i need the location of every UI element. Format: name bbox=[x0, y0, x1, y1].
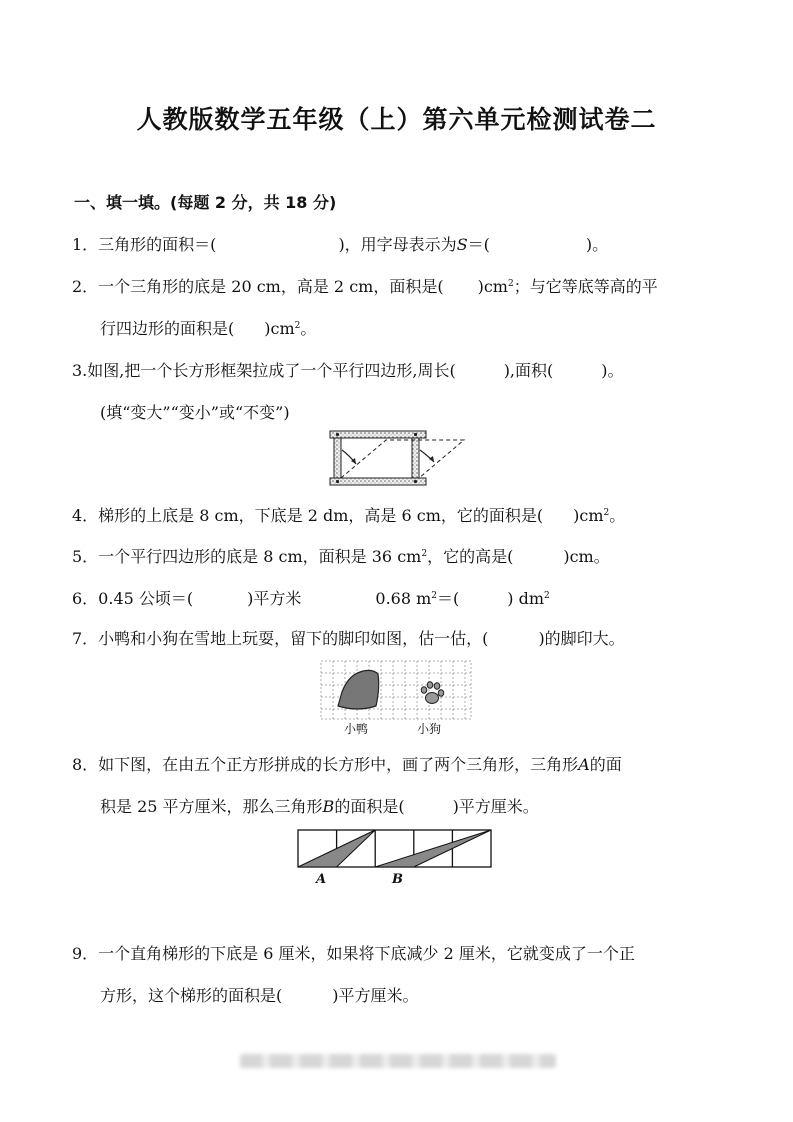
triangle-b bbox=[375, 830, 491, 867]
label-a: A bbox=[316, 872, 327, 887]
question-3-line-1: 3.如图,把一个长方形框架拉成了一个平行四边形,周长( ),面积( )。 bbox=[72, 361, 624, 380]
dog-footprint bbox=[421, 682, 444, 704]
duck-label: 小鸭 bbox=[344, 722, 369, 736]
page-title: 人教版数学五年级（上）第六单元检测试卷二 bbox=[136, 105, 657, 134]
question-2-line-1: 2．一个三角形的底是 20 cm，高是 2 cm，面积是( )$cm^2$；与它等底等高的平 bbox=[72, 277, 658, 296]
question-2-line-2: 行四边形的面积是( )$cm^2$。 bbox=[100, 319, 317, 338]
frame-right-bar bbox=[412, 438, 419, 478]
blurred-footer bbox=[240, 1054, 556, 1068]
question-5: 5．一个平行四边形的底是 8 cm，面积是 36 $cm^2$，它的高是( )cm。 bbox=[72, 547, 610, 566]
question-8-line-1: 8．如下图，在由五个正方形拼成的长方形中，画了两个三角形，三角形A的面 bbox=[72, 755, 622, 774]
frame-left-bar bbox=[334, 438, 341, 478]
question-1: 1．三角形的面积＝( )，用字母表示为S＝( )。 bbox=[72, 235, 609, 254]
section-heading: 一、填一填。(每题 2 分，共 18 分) bbox=[74, 193, 337, 212]
dog-label: 小狗 bbox=[417, 722, 442, 736]
question-4: 4．梯形的上底是 8 cm，下底是 2 dm，高是 6 cm，它的面积是( )$cm^2$。 bbox=[72, 506, 626, 525]
frame-bottom-bar bbox=[330, 478, 426, 485]
footprint-grid-figure bbox=[320, 660, 472, 738]
parallelogram-dashed bbox=[341, 440, 464, 478]
question-9-line-1: 9．一个直角梯形的下底是 6 厘米，如果将下底减少 2 厘米，它就变成了一个正 bbox=[72, 944, 635, 963]
question-9-line-2: 方形，这个梯形的面积是( )平方厘米。 bbox=[100, 986, 419, 1005]
question-3-line-2: (填“变大”“变小”或“不变”) bbox=[100, 403, 290, 422]
duck-footprint bbox=[338, 670, 379, 709]
question-7: 7．小鸭和小狗在雪地上玩耍，留下的脚印如图，估一估，( )的脚印大。 bbox=[72, 629, 625, 648]
squares-triangle-figure bbox=[296, 828, 496, 888]
question-6: 6．0.45 公顷＝( )平方米 0.68 $m^2=$( ) $dm^2$ bbox=[72, 589, 550, 608]
label-b: B bbox=[392, 872, 403, 887]
question-8-line-2: 积是 25 平方厘米，那么三角形B的面积是( )平方厘米。 bbox=[100, 797, 539, 816]
frame-top-bar bbox=[330, 431, 426, 438]
frame-figure bbox=[328, 428, 468, 490]
